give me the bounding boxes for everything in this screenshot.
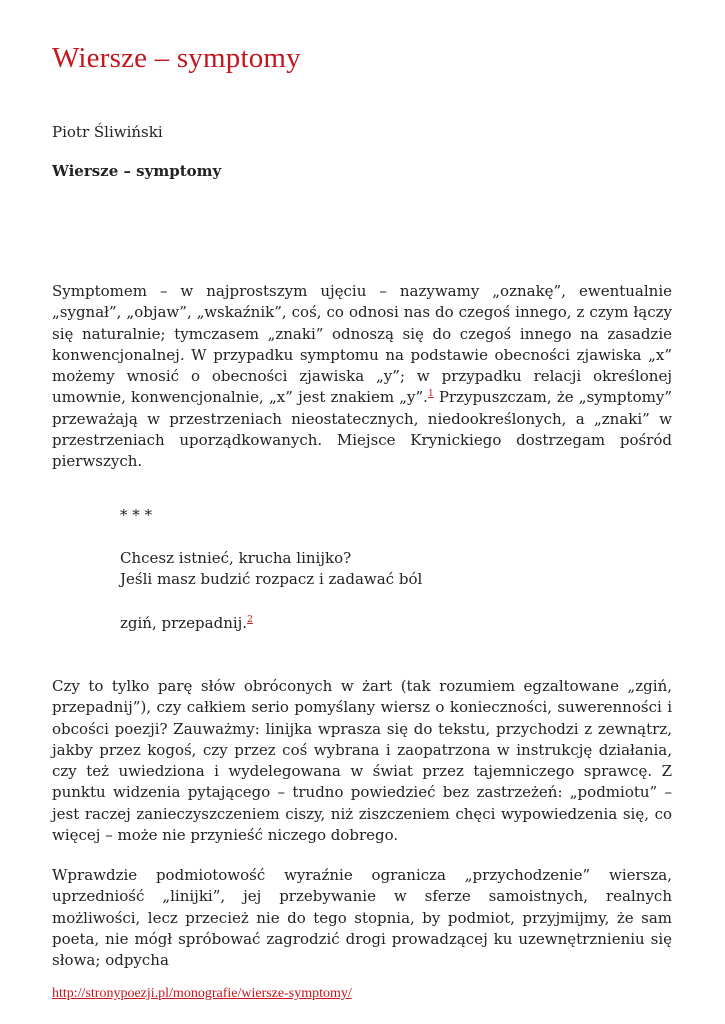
poem-line-2: Jeśli masz budzić rozpacz i zadawać ból [120,570,423,588]
footnote-link-2[interactable]: 2 [247,615,253,625]
poem-line-1: Chcesz istnieć, krucha linijko? [120,549,352,567]
paragraph-analysis: Czy to tylko parę słów obróconych w żart (tak rozumiem egzaltowane „zgiń, przepadnij”), czy całkiem serio pomyślany wiersz o konieczności, suwerenności i obcości poezji? Zauważmy: linijka wprasza się do tekstu, przychodzi z zewnątrz, jakby przez kogoś, czy przez coś wybrana i zaopatrzona w instrukcję działania, czy też uwiedziona i wydelegowana w świat przez tajemniczego sprawcę. Z punktu widzenia pytającego – trudno powiedzieć bez zastrzeżeń: „podmiotu” – jest raczej zanieczyszczeniem ciszy, niż ziszczeniem chęci wypowiedzenia się, co więcej – może nie przynieść niczego dobrego. [52,677,672,845]
author-name: Piotr Śliwiński [52,123,163,141]
paragraph-continuation: Wprawdzie podmiotowość wyraźnie ogranicza „przychodzenie” wiersza, uprzedniość „linijki”, jej przebywanie w sferze samoistnych, realnych możliwości, lecz przecież nie do tego stopnia, by podmiot, przyjmijmy, że sam poeta, nie mógł spróbować zagrodzić drogi prowadzącej ku uzewnętrznieniu się słowa; odpycha [52,866,672,970]
poem-stars: * * * [120,506,153,524]
paragraph-intro-text-b: Przypuszczam, że „symptomy” przeważają w przestrzeniach nieostatecznych, niedookreślonych, a „znaki” w przestrzeniach uporządkowanych. Miejsce Krynickiego dostrzegam pośród pierwszych. [52,388,672,471]
paragraph-intro-text-a: Symptomem – w najprostszym ujęciu – nazywamy „oznakę”, ewentualnie „sygnał”, „objaw”, „wskaźnik”, coś, co odnosi nas do czegoś innego, z czym łączy się naturalnie; tymczasem „znaki” odnoszą się do czegoś innego na zasadzie konwencjonalnej. W przypadku symptomu na podstawie obecności zjawiska „x” możemy wnosić o obecności zjawiska „y”; w przypadku relacji określonej umownie, konwencjonalnie, „x” jest znakiem „y”. [52,282,672,407]
article-subtitle: Wiersze – symptomy [52,162,222,180]
source-url-link[interactable]: http://stronypoezji.pl/monografie/wiersze-symptomy/ [52,986,352,1001]
poem-line-3-text: zgiń, przepadnij. [120,614,248,632]
page-title: Wiersze – symptomy [52,42,301,74]
poem-line-3 [120,614,253,632]
paragraph-intro [52,281,672,473]
footnote-link-1[interactable]: 1 [427,389,434,400]
